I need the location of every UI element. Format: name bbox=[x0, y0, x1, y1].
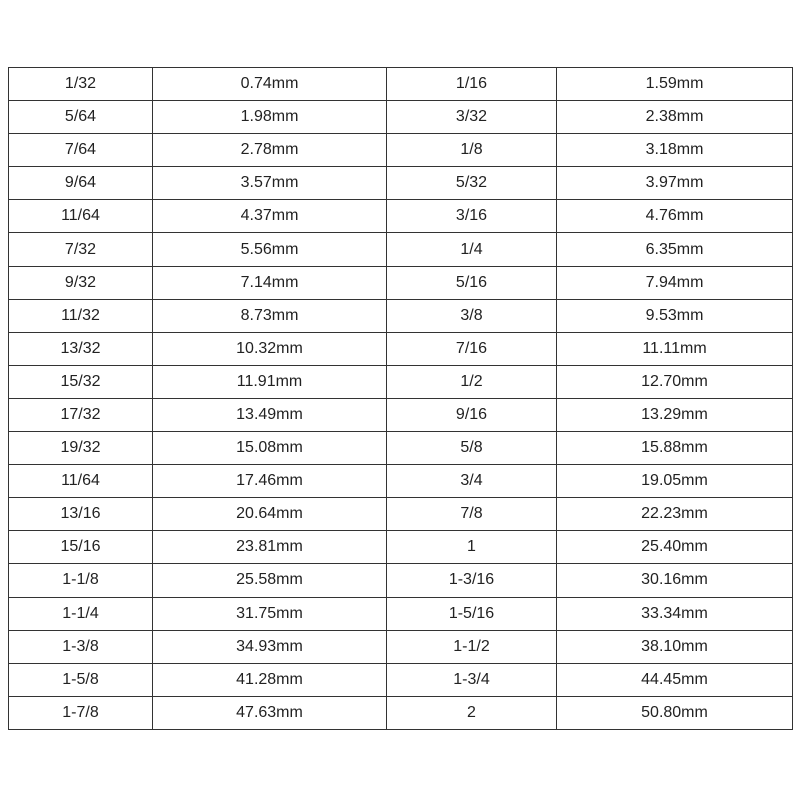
inch-fraction-cell: 1-1/8 bbox=[9, 564, 153, 597]
millimeter-cell: 13.29mm bbox=[557, 398, 793, 431]
table-row bbox=[9, 365, 793, 398]
table-row bbox=[9, 200, 793, 233]
inch-fraction-cell: 1-5/8 bbox=[9, 663, 153, 696]
table-row bbox=[9, 134, 793, 167]
table-row bbox=[9, 597, 793, 630]
millimeter-cell: 5.56mm bbox=[153, 233, 387, 266]
table-row bbox=[9, 266, 793, 299]
millimeter-cell: 2.78mm bbox=[153, 134, 387, 167]
inch-fraction-cell: 5/32 bbox=[387, 167, 557, 200]
inch-fraction-cell: 15/16 bbox=[9, 531, 153, 564]
inch-fraction-cell: 1-3/16 bbox=[387, 564, 557, 597]
inch-fraction-cell: 19/32 bbox=[9, 432, 153, 465]
table-row bbox=[9, 630, 793, 663]
inch-fraction-cell: 1-1/2 bbox=[387, 630, 557, 663]
table-row bbox=[9, 696, 793, 729]
millimeter-cell: 4.37mm bbox=[153, 200, 387, 233]
inch-fraction-cell: 11/32 bbox=[9, 299, 153, 332]
millimeter-cell: 34.93mm bbox=[153, 630, 387, 663]
table-row bbox=[9, 332, 793, 365]
table-row bbox=[9, 398, 793, 431]
table-row bbox=[9, 531, 793, 564]
inch-fraction-cell: 3/16 bbox=[387, 200, 557, 233]
millimeter-cell: 50.80mm bbox=[557, 696, 793, 729]
table-row bbox=[9, 233, 793, 266]
inch-fraction-cell: 1-7/8 bbox=[9, 696, 153, 729]
inch-fraction-cell: 7/16 bbox=[387, 332, 557, 365]
millimeter-cell: 11.11mm bbox=[557, 332, 793, 365]
millimeter-cell: 12.70mm bbox=[557, 365, 793, 398]
millimeter-cell: 22.23mm bbox=[557, 498, 793, 531]
inch-fraction-cell: 1/4 bbox=[387, 233, 557, 266]
table-row bbox=[9, 101, 793, 134]
millimeter-cell: 13.49mm bbox=[153, 398, 387, 431]
inch-fraction-cell: 3/8 bbox=[387, 299, 557, 332]
millimeter-cell: 44.45mm bbox=[557, 663, 793, 696]
inch-fraction-cell: 7/8 bbox=[387, 498, 557, 531]
table-row bbox=[9, 299, 793, 332]
table-body bbox=[9, 68, 793, 730]
inch-fraction-cell: 1 bbox=[387, 531, 557, 564]
inch-fraction-cell: 9/64 bbox=[9, 167, 153, 200]
inch-fraction-cell: 1-1/4 bbox=[9, 597, 153, 630]
inch-fraction-cell: 15/32 bbox=[9, 365, 153, 398]
millimeter-cell: 10.32mm bbox=[153, 332, 387, 365]
inch-fraction-cell: 5/16 bbox=[387, 266, 557, 299]
inch-fraction-cell: 2 bbox=[387, 696, 557, 729]
millimeter-cell: 15.88mm bbox=[557, 432, 793, 465]
millimeter-cell: 33.34mm bbox=[557, 597, 793, 630]
inch-fraction-cell: 13/32 bbox=[9, 332, 153, 365]
millimeter-cell: 3.97mm bbox=[557, 167, 793, 200]
millimeter-cell: 19.05mm bbox=[557, 465, 793, 498]
inch-fraction-cell: 1-5/16 bbox=[387, 597, 557, 630]
inch-fraction-cell: 9/16 bbox=[387, 398, 557, 431]
millimeter-cell: 3.57mm bbox=[153, 167, 387, 200]
millimeter-cell: 7.94mm bbox=[557, 266, 793, 299]
inch-fraction-cell: 7/64 bbox=[9, 134, 153, 167]
millimeter-cell: 41.28mm bbox=[153, 663, 387, 696]
table-row bbox=[9, 68, 793, 101]
inch-fraction-cell: 11/64 bbox=[9, 200, 153, 233]
inch-fraction-cell: 11/64 bbox=[9, 465, 153, 498]
inch-fraction-cell: 5/64 bbox=[9, 101, 153, 134]
table-row bbox=[9, 465, 793, 498]
millimeter-cell: 23.81mm bbox=[153, 531, 387, 564]
millimeter-cell: 6.35mm bbox=[557, 233, 793, 266]
inch-fraction-cell: 5/8 bbox=[387, 432, 557, 465]
millimeter-cell: 47.63mm bbox=[153, 696, 387, 729]
inch-fraction-cell: 3/4 bbox=[387, 465, 557, 498]
inch-fraction-cell: 1/8 bbox=[387, 134, 557, 167]
millimeter-cell: 3.18mm bbox=[557, 134, 793, 167]
millimeter-cell: 15.08mm bbox=[153, 432, 387, 465]
millimeter-cell: 17.46mm bbox=[153, 465, 387, 498]
inch-fraction-cell: 9/32 bbox=[9, 266, 153, 299]
millimeter-cell: 7.14mm bbox=[153, 266, 387, 299]
millimeter-cell: 8.73mm bbox=[153, 299, 387, 332]
millimeter-cell: 20.64mm bbox=[153, 498, 387, 531]
table-row bbox=[9, 564, 793, 597]
millimeter-cell: 9.53mm bbox=[557, 299, 793, 332]
millimeter-cell: 2.38mm bbox=[557, 101, 793, 134]
inch-fraction-cell: 13/16 bbox=[9, 498, 153, 531]
inch-fraction-cell: 1/2 bbox=[387, 365, 557, 398]
millimeter-cell: 0.74mm bbox=[153, 68, 387, 101]
millimeter-cell: 31.75mm bbox=[153, 597, 387, 630]
inch-fraction-cell: 1-3/4 bbox=[387, 663, 557, 696]
millimeter-cell: 1.59mm bbox=[557, 68, 793, 101]
table-row bbox=[9, 663, 793, 696]
millimeter-cell: 38.10mm bbox=[557, 630, 793, 663]
millimeter-cell: 4.76mm bbox=[557, 200, 793, 233]
millimeter-cell: 1.98mm bbox=[153, 101, 387, 134]
inch-fraction-cell: 3/32 bbox=[387, 101, 557, 134]
inch-fraction-cell: 1/16 bbox=[387, 68, 557, 101]
inch-fraction-cell: 7/32 bbox=[9, 233, 153, 266]
millimeter-cell: 11.91mm bbox=[153, 365, 387, 398]
inch-fraction-cell: 1/32 bbox=[9, 68, 153, 101]
table-row bbox=[9, 167, 793, 200]
inch-fraction-cell: 17/32 bbox=[9, 398, 153, 431]
millimeter-cell: 25.58mm bbox=[153, 564, 387, 597]
millimeter-cell: 25.40mm bbox=[557, 531, 793, 564]
table-row bbox=[9, 432, 793, 465]
inch-fraction-cell: 1-3/8 bbox=[9, 630, 153, 663]
table-row bbox=[9, 498, 793, 531]
millimeter-cell: 30.16mm bbox=[557, 564, 793, 597]
inch-to-mm-conversion-table bbox=[8, 67, 793, 730]
